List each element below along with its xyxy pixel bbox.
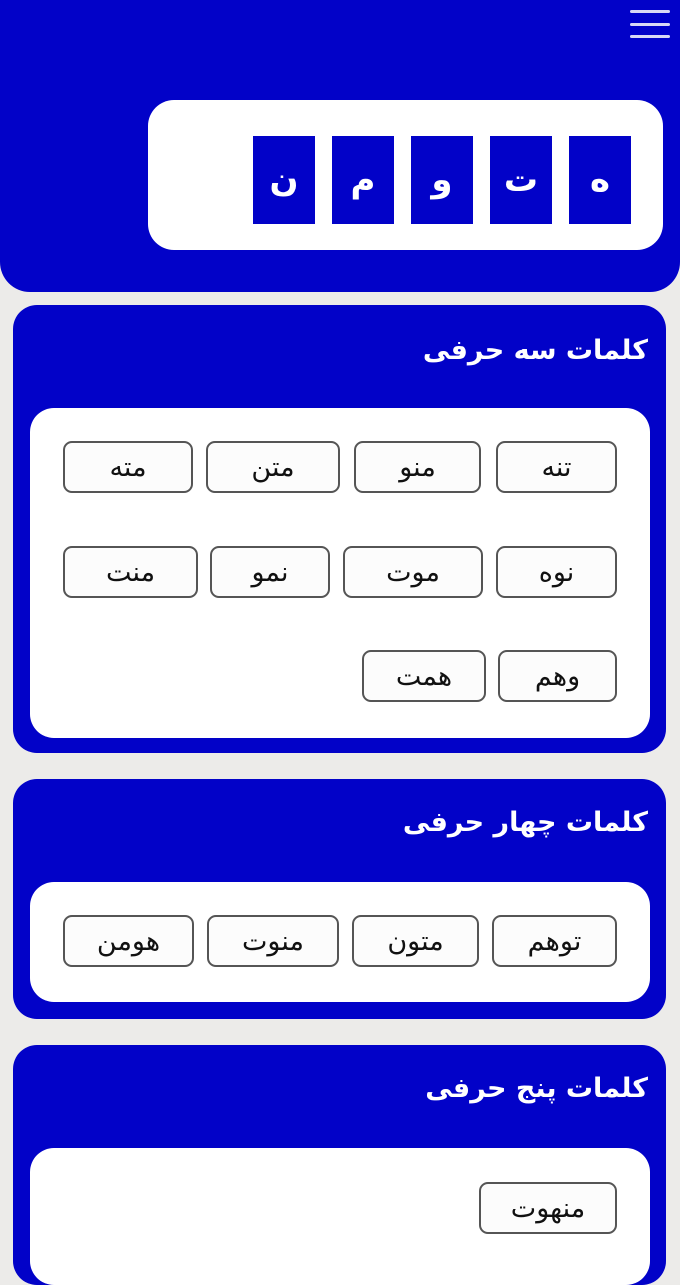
- word-chip[interactable]: تنه: [496, 441, 617, 493]
- section-three-letter-words: [13, 305, 666, 753]
- word-chip[interactable]: منهوت: [479, 1182, 617, 1234]
- section-five-letter-words: [13, 1045, 666, 1285]
- word-chip[interactable]: هومن: [63, 915, 194, 967]
- letter-tile[interactable]: ن: [253, 136, 315, 224]
- letter-tile[interactable]: و: [411, 136, 473, 224]
- hamburger-menu-icon[interactable]: [630, 10, 670, 38]
- header: [0, 0, 680, 292]
- letter-tile[interactable]: ت: [490, 136, 552, 224]
- section-four-letter-words: [13, 779, 666, 1019]
- words-panel: [30, 882, 650, 1002]
- words-panel: [30, 408, 650, 738]
- words-panel: [30, 1148, 650, 1285]
- word-chip[interactable]: متون: [352, 915, 479, 967]
- word-chip[interactable]: منوت: [207, 915, 339, 967]
- word-chip[interactable]: نمو: [210, 546, 330, 598]
- letters-panel: [148, 100, 663, 250]
- word-chip[interactable]: همت: [362, 650, 486, 702]
- word-chip[interactable]: توهم: [492, 915, 617, 967]
- word-chip[interactable]: موت: [343, 546, 483, 598]
- word-chip[interactable]: مته: [63, 441, 193, 493]
- word-chip[interactable]: وهم: [498, 650, 617, 702]
- section-title: کلمات پنج حرفی: [425, 1073, 648, 1104]
- letter-tile[interactable]: ه: [569, 136, 631, 224]
- word-chip[interactable]: نوه: [496, 546, 617, 598]
- section-title: کلمات سه حرفی: [422, 335, 648, 366]
- letter-tile[interactable]: م: [332, 136, 394, 224]
- word-chip[interactable]: منو: [354, 441, 481, 493]
- letter-tiles: [253, 136, 631, 224]
- section-title: کلمات چهار حرفی: [402, 807, 648, 838]
- word-chip[interactable]: متن: [206, 441, 340, 493]
- word-chip[interactable]: منت: [63, 546, 198, 598]
